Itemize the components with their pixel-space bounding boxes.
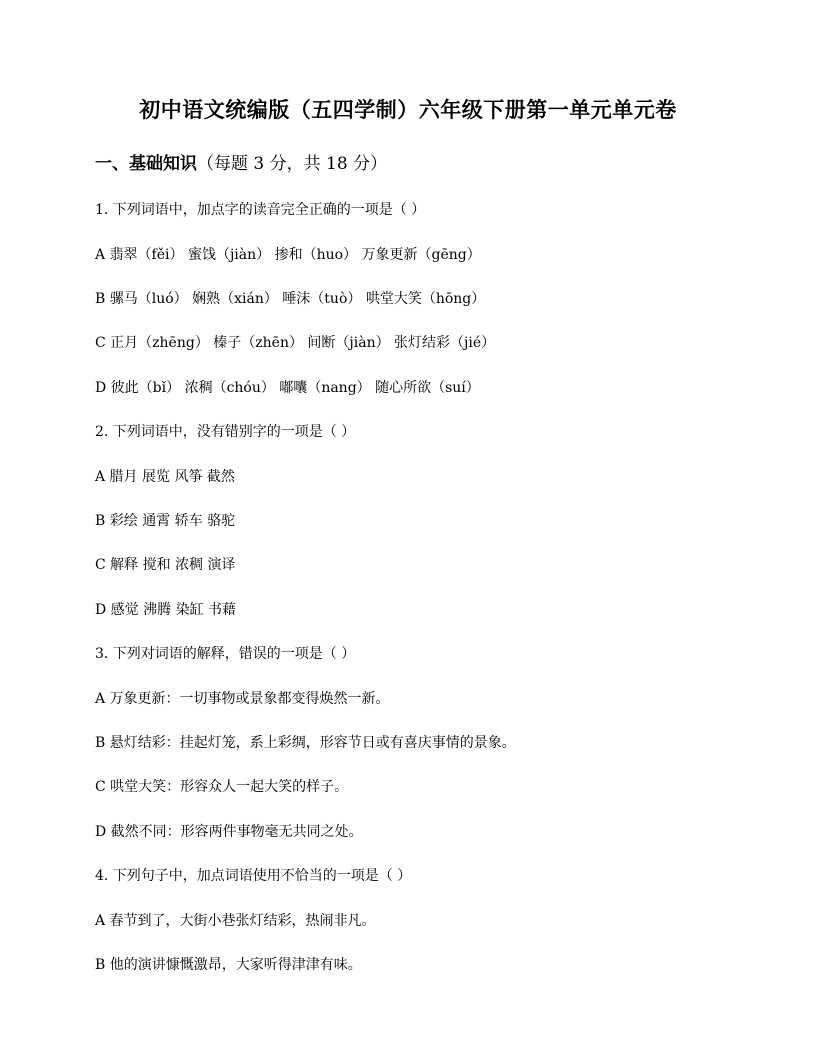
option-3d: D 截然不同：形容两件事物毫无共同之处。 [95,824,363,840]
question-2: 2. 下列词语中，没有错别字的一项是（ ） [95,424,356,440]
option-1d: D 彼此（bǐ） 浓稠（chóu） 嘟囔（nang） 随心所欲（suí） [95,380,480,396]
option-2a: A 腊月 展览 风筝 截然 [95,469,235,485]
option-3b: B 悬灯结彩：挂起灯笼，系上彩绸，形容节日或有喜庆事情的景象。 [95,735,516,751]
option-4a: A 春节到了，大街小巷张灯结彩，热闹非凡。 [95,913,376,929]
option-4b: B 他的演讲慷慨激昂，大家听得津津有味。 [95,957,362,973]
page-title: 初中语文统编版（五四学制）六年级下册第一单元单元卷 [139,97,677,122]
option-3a: A 万象更新：一切事物或景象都变得焕然一新。 [95,691,390,707]
option-2d: D 感觉 沸腾 染缸 书藉 [95,602,237,618]
option-2c: C 解释 搅和 浓稠 演译 [95,557,236,573]
option-1b: B 骡马（luó） 娴熟（xián） 唾沫（tuò） 哄堂大笑（hōng） [95,291,486,307]
question-3: 3. 下列对词语的解释，错误的一项是（ ） [95,646,356,662]
option-3c: C 哄堂大笑：形容众人一起大笑的样子。 [95,779,349,795]
section-heading-label: 一、基础知识 [95,154,197,174]
option-1a: A 翡翠（fěi） 蜜饯（jiàn） 掺和（huo） 万象更新（gēng） [95,247,481,263]
section-heading-note: （每题 3 分，共 18 分） [197,154,388,174]
question-1: 1. 下列词语中，加点字的读音完全正确的一项是（ ） [95,202,426,218]
option-1c: C 正月（zhēng） 榛子（zhēn） 间断（jiàn） 张灯结彩（jié） [95,335,496,351]
section-heading [95,149,387,174]
question-4: 4. 下列句子中，加点词语使用不恰当的一项是（ ） [95,868,412,884]
option-2b: B 彩绘 通霄 轿车 骆驼 [95,513,236,529]
